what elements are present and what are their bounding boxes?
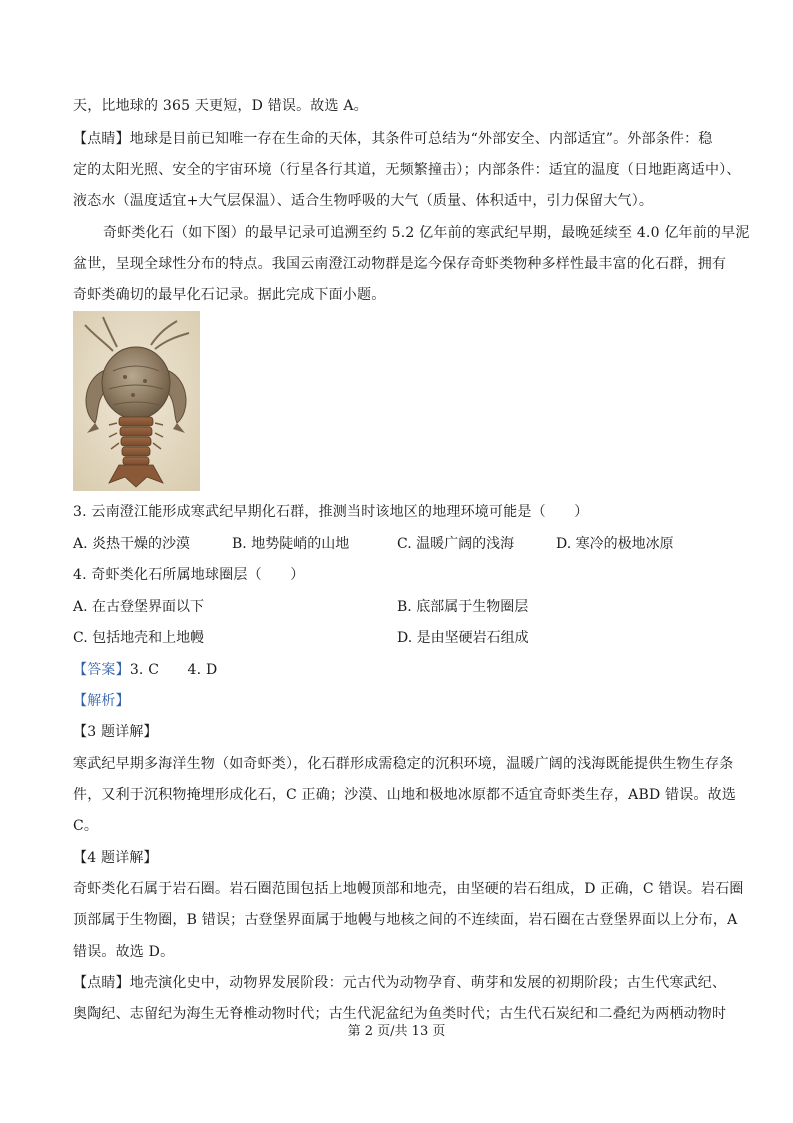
text-line: 天，比地球的 365 天更短，D 错误。故选 A。 bbox=[73, 98, 368, 114]
detail-3-label: 【3 题详解】 bbox=[73, 724, 158, 740]
fossil-photo-anomalocaris bbox=[73, 311, 200, 491]
detail-3-line: C。 bbox=[73, 818, 99, 834]
detail-3-line: 寒武纪早期多海洋生物（如奇虾类），化石群形成需稳定的沉积环境，温暖广阔的浅海既能提供生物生存条 bbox=[73, 756, 734, 772]
passage-line: 奇虾类化石（如下图）的最早记录可追溯至约 5.2 亿年前的寒武纪早期，最晚延续至 4.0 亿年前的早泥 bbox=[103, 225, 750, 241]
q3-option-a: A. 炎热干燥的沙漠 bbox=[73, 536, 191, 552]
q4-option-d: D. 是由坚硬岩石组成 bbox=[397, 630, 529, 646]
q3-option-b: B. 地势陡峭的山地 bbox=[232, 536, 350, 552]
passage-line: 盆世，呈现全球性分布的特点。我国云南澄江动物群是迄今保存奇虾类物种多样性最丰富的化石群，拥有 bbox=[73, 256, 727, 272]
text-line: 液态水（温度适宜+大气层保温）、适合生物呼吸的大气（质量、体积适中，引力保留大气）。 bbox=[73, 193, 654, 209]
page-footer: 第 2 页/共 13 页 bbox=[347, 1024, 446, 1039]
fossil-image bbox=[73, 311, 200, 491]
text-line: 定的太阳光照、安全的宇宙环境（行星各行其道，无频繁撞击）；内部条件：适宜的温度（日地距离适中）、 bbox=[73, 162, 741, 178]
question-3-stem: 3. 云南澄江能形成寒武纪早期化石群，推测当时该地区的地理环境可能是（ ） bbox=[73, 504, 589, 520]
detail-3-line: 件，又利于沉积物掩埋形成化石，C 正确；沙漠、山地和极地冰原都不适宜奇虾类生存，ABD 错误。故选 bbox=[73, 787, 737, 803]
answer-line bbox=[73, 660, 217, 680]
detail-4-line: 错误。故选 D。 bbox=[73, 944, 175, 960]
detail-4-line: 顶部属于生物圈，B 错误；古登堡界面属于地幔与地核之间的不连续面，岩石圈在古登堡界面以上分布，A bbox=[73, 912, 738, 928]
tip-line: 【点睛】地壳演化史中，动物界发展阶段：元古代为动物孕育、萌芽和发展的初期阶段；古生代寒武纪、 bbox=[73, 975, 727, 991]
tip-line: 【点睛】地球是目前已知唯一存在生命的天体，其条件可总结为“外部安全、内部适宜”。外部条件：稳 bbox=[73, 131, 713, 147]
detail-4-label: 【4 题详解】 bbox=[73, 850, 158, 866]
analysis-label: 【解析】 bbox=[73, 693, 130, 709]
passage-line: 奇虾类确切的最早化石记录。据此完成下面小题。 bbox=[73, 287, 386, 303]
q4-option-c: C. 包括地壳和上地幔 bbox=[73, 630, 205, 646]
tip-line: 奥陶纪、志留纪为海生无脊椎动物时代；古生代泥盆纪为鱼类时代；古生代石炭纪和二叠纪为两栖动物时 bbox=[73, 1006, 727, 1022]
q3-option-c: C. 温暖广阔的浅海 bbox=[397, 536, 515, 552]
question-4-stem: 4. 奇虾类化石所属地球圈层（ ） bbox=[73, 567, 305, 583]
answer-label: 【答案】 bbox=[73, 662, 130, 678]
answer-text: 3. C 4. D bbox=[129, 662, 218, 678]
detail-4-line: 奇虾类化石属于岩石圈。岩石圈范围包括上地幔顶部和地壳，由坚硬的岩石组成，D 正确，C 错误。岩石圈 bbox=[73, 881, 744, 897]
q4-option-b: B. 底部属于生物圈层 bbox=[397, 599, 529, 615]
q4-option-a: A. 在古登堡界面以下 bbox=[73, 599, 205, 615]
q3-option-d: D. 寒冷的极地冰原 bbox=[556, 536, 674, 552]
